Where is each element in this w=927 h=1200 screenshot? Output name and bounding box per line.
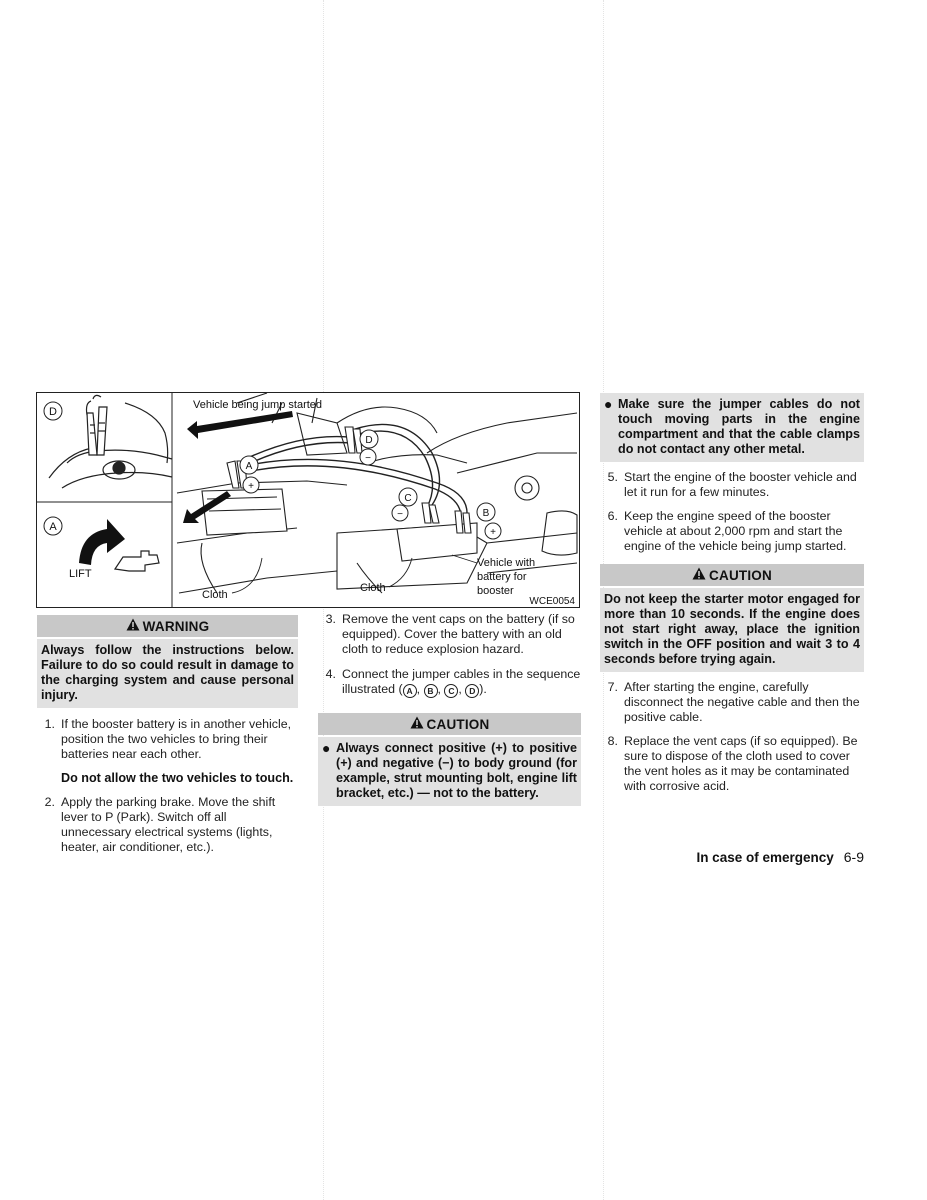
step-3: 3. Remove the vent caps on the battery (if so equipped). Cover the battery with an old cloth to reduce explosion hazard.	[325, 612, 575, 656]
warning-title: WARNING	[37, 615, 298, 637]
svg-text:C: C	[404, 493, 412, 504]
clamp-d-marker: D	[465, 684, 479, 698]
illustration-svg	[37, 393, 580, 608]
figure-code: WCE0054	[529, 596, 575, 607]
svg-text:D: D	[49, 406, 57, 418]
label-booster-line2: battery for	[477, 571, 527, 583]
caution-body-2: Do not keep the starter motor engaged for more than 10 seconds. If the engine does not start right away, place the ignition switch in the OFF position and wait 3 to 4 seconds before trying again.	[600, 588, 864, 672]
svg-text:−: −	[365, 453, 371, 464]
inset-d-letter	[44, 402, 62, 420]
svg-text:+: +	[490, 527, 496, 538]
step-6: 6. Keep the engine speed of the booster vehicle at about 2,000 rpm and start the engine of the vehicle being jump started.	[607, 509, 847, 553]
caution-title-1: CAUTION	[318, 713, 581, 735]
caution-triangle-icon	[410, 716, 424, 732]
page-number: 6-9	[843, 849, 864, 865]
svg-text:B: B	[482, 508, 490, 519]
column-1	[37, 615, 298, 855]
warning-body: Always follow the instructions below. Failure to do so could result in damage to the charging system and cause personal injury.	[37, 639, 298, 708]
column-2	[318, 612, 581, 806]
clamp-c-marker: C	[444, 684, 458, 698]
label-cloth-right: Cloth	[360, 582, 386, 594]
clamp-a-marker: A	[403, 684, 417, 698]
step-4: 4. Connect the jumper cables in the sequence illustrated ( A , B , C , D ).	[325, 667, 581, 696]
caution-title-2: CAUTION	[600, 564, 864, 586]
column-3	[600, 393, 864, 794]
step-7: 7. After starting the engine, carefully disconnect the negative cable and then the positive cable.	[607, 680, 860, 724]
caution-triangle-icon	[692, 567, 706, 583]
svg-text:A: A	[245, 461, 253, 472]
bullet-dot: ●	[322, 740, 331, 756]
step-5: 5. Start the engine of the booster vehicle and let it run for a few minutes.	[607, 470, 857, 499]
svg-text:+: +	[248, 481, 254, 492]
warning-triangle-icon	[126, 618, 140, 634]
label-booster-line3: booster	[477, 585, 514, 597]
svg-text:−: −	[397, 509, 403, 520]
svg-text:D: D	[365, 435, 373, 446]
bullet-dot: ●	[604, 396, 613, 412]
page-footer	[600, 849, 864, 865]
inset-a	[44, 517, 159, 580]
step-2: 2. Apply the parking brake. Move the shift lever to P (Park). Switch off all unnecessary electrical systems (lights, heater, air conditioner, etc.).	[44, 795, 276, 854]
label-booster-line1: Vehicle with	[477, 557, 536, 569]
cable-contact-note: ● Make sure the jumper cables do not touch moving parts in the engine compartment and that the cable clamps do not contact any other metal.	[600, 393, 864, 462]
label-being-started: Vehicle being jump started	[193, 399, 323, 411]
clamp-b-marker: B	[424, 684, 438, 698]
caution-body-1: ● Always connect positive (+) to positive (+) and negative (−) to body ground (for example, strut mounting bolt, engine lift bracket, etc.) — not to the battery.	[318, 737, 581, 806]
lift-label: LIFT	[69, 568, 92, 580]
step-1: 1. If the booster battery is in another vehicle, position the two vehicles to bring their batteries near each other.	[44, 717, 292, 761]
jump-start-illustration	[36, 392, 580, 608]
step-8: 8. Replace the vent caps (if so equipped). Be sure to dispose of the cloth used to cover the vent holes as it may be contaminated with corrosive acid.	[607, 734, 858, 793]
inset-d	[49, 395, 172, 488]
label-cloth-left: Cloth	[202, 589, 228, 601]
svg-text:A: A	[49, 521, 57, 533]
section-title: In case of emergency	[696, 850, 834, 865]
no-touch-note: Do not allow the two vehicles to touch.	[61, 771, 294, 785]
